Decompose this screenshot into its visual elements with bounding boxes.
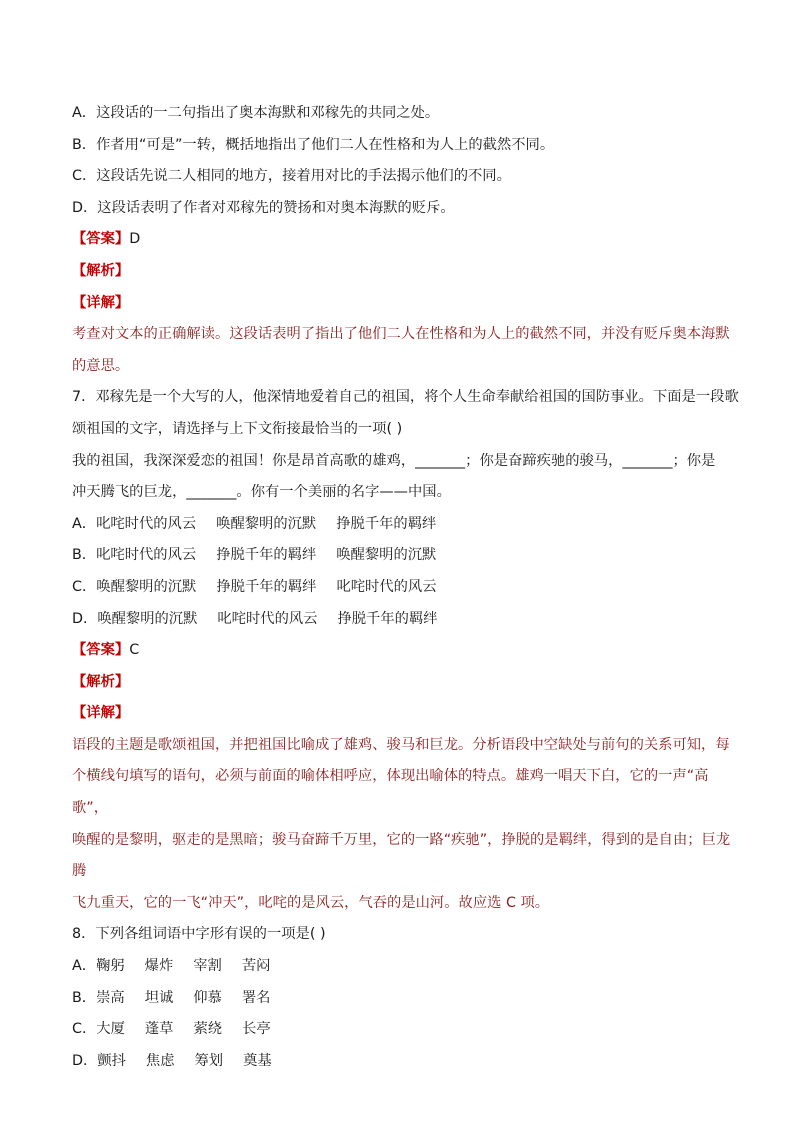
option-item: 苦闷 xyxy=(241,958,271,975)
option-letter: B． xyxy=(72,547,97,564)
q6-detail-heading xyxy=(72,288,732,320)
option-letter: D． xyxy=(72,610,98,627)
q7-option-a xyxy=(72,509,732,541)
option-letter: C． xyxy=(72,1021,97,1038)
q7-detail-line: 唤醒的是黎明，驱走的是黑暗；骏马奋蹄千万里，它的一路“疾驰”，挣脱的是羁绊，得到的是自由；巨龙腾 xyxy=(72,831,731,880)
q7-detail-line: 个横线句填写的语句，必须与前面的喻体相呼应，体现出喻体的特点。雄鸡一唱天下白，它的一声“高歌”， xyxy=(72,768,709,817)
option-item: 长亭 xyxy=(242,1021,271,1038)
q8-option-c xyxy=(72,1014,732,1046)
option-item: 崇高 xyxy=(96,989,125,1006)
option-item: 挣脱千年的羁绊 xyxy=(337,610,438,627)
q7-answer xyxy=(72,635,732,667)
option-item: 叱咤时代的风云 xyxy=(96,515,197,532)
option-letter: C． xyxy=(72,578,97,595)
q7-option-d xyxy=(72,604,732,636)
q7-stem-line: 7．邓稼先是一个大写的人，他深情地爱着自己的祖国，将个人生命奉献给祖国的国防事业。下面是一段歌 xyxy=(72,389,739,406)
q6-detail-line: 的意思。 xyxy=(72,357,130,374)
document-page xyxy=(72,98,739,1077)
q6-answer xyxy=(72,224,732,256)
option-item: 颤抖 xyxy=(97,1052,126,1069)
option-letter: A． xyxy=(72,958,97,975)
option-item: 萦绕 xyxy=(193,1021,223,1038)
q7-analysis xyxy=(72,667,732,699)
answer-label: 【答案】 xyxy=(72,642,130,659)
q8-stem: 8．下列各组词语中字形有误的一项是( ) xyxy=(72,926,326,943)
option-item: 唤醒黎明的沉默 xyxy=(97,610,198,627)
option-item: 奠基 xyxy=(243,1052,272,1069)
answer-value: D xyxy=(129,231,141,248)
option-item: 坦诚 xyxy=(144,989,174,1006)
answer-value: C xyxy=(129,642,140,659)
option-item: 署名 xyxy=(241,989,271,1006)
option-item: 焦虑 xyxy=(145,1052,175,1069)
detail-label: 【详解】 xyxy=(72,294,130,311)
option-item: 大厦 xyxy=(96,1021,125,1038)
q6-option-c: C．这段话先说二人相同的地方，接着用对比的手法揭示他们的不同。 xyxy=(72,168,511,185)
option-letter: B． xyxy=(72,989,97,1006)
analysis-label: 【解析】 xyxy=(72,262,130,279)
option-item: 挣脱千年的羁绊 xyxy=(216,547,317,564)
option-letter: A． xyxy=(72,515,97,532)
detail-label: 【详解】 xyxy=(72,705,130,722)
analysis-label: 【解析】 xyxy=(72,673,130,690)
q7-option-c xyxy=(72,572,732,604)
option-item: 叱咤时代的风云 xyxy=(96,547,197,564)
q7-option-b xyxy=(72,540,732,572)
q8-option-d xyxy=(72,1046,732,1078)
option-item: 鞠躬 xyxy=(96,958,125,975)
option-item: 筹划 xyxy=(194,1052,224,1069)
option-item: 仰慕 xyxy=(193,989,222,1006)
option-item: 叱咤时代的风云 xyxy=(217,610,318,627)
option-item: 唤醒黎明的沉默 xyxy=(216,515,317,532)
q7-stem-line: 我的祖国，我深深爱恋的祖国！你是昂首高歌的雄鸡，_______；你是奋蹄疾驰的骏马，_______；你是 xyxy=(72,452,716,469)
option-item: 唤醒黎明的沉默 xyxy=(96,578,197,595)
q8-option-b xyxy=(72,983,732,1015)
q7-stem-line: 颂祖国的文字，请选择与上下文衔接最恰当的一项( ) xyxy=(72,420,403,437)
q7-detail-heading xyxy=(72,698,732,730)
option-item: 叱咤时代的风云 xyxy=(336,578,437,595)
q7-stem-line: 冲天腾飞的巨龙，_______。你有一个美丽的名字——中国。 xyxy=(72,484,451,501)
q7-detail-line: 飞九重天，它的一飞“冲天”，叱咤的是风云，气吞的是山河。故应选 C 项。 xyxy=(72,894,550,911)
option-item: 挣脱千年的羁绊 xyxy=(336,515,437,532)
option-item: 挣脱千年的羁绊 xyxy=(216,578,317,595)
option-item: 唤醒黎明的沉默 xyxy=(336,547,437,564)
option-item: 宰割 xyxy=(193,958,222,975)
q6-option-d: D．这段话表明了作者对邓稼先的赞扬和对奥本海默的贬斥。 xyxy=(72,199,455,216)
option-item: 蓬草 xyxy=(144,1021,174,1038)
answer-label: 【答案】 xyxy=(72,231,130,248)
option-letter: D． xyxy=(72,1052,98,1069)
q6-analysis xyxy=(72,256,732,288)
q6-option-b: B．作者用“可是”一转，概括地指出了他们二人在性格和为人上的截然不同。 xyxy=(72,136,555,153)
option-item: 爆炸 xyxy=(144,958,174,975)
q8-option-a xyxy=(72,951,732,983)
q6-option-a: A．这段话的一二句指出了奥本海默和邓稼先的共同之处。 xyxy=(72,105,440,121)
q7-detail-line: 语段的主题是歌颂祖国，并把祖国比喻成了雄鸡、骏马和巨龙。分析语段中空缺处与前句的关系可知，每 xyxy=(72,736,730,753)
q6-detail-line: 考查对文本的正确解读。这段话表明了指出了他们二人在性格和为人上的截然不同，并没有贬斥奥本海默 xyxy=(72,326,730,343)
